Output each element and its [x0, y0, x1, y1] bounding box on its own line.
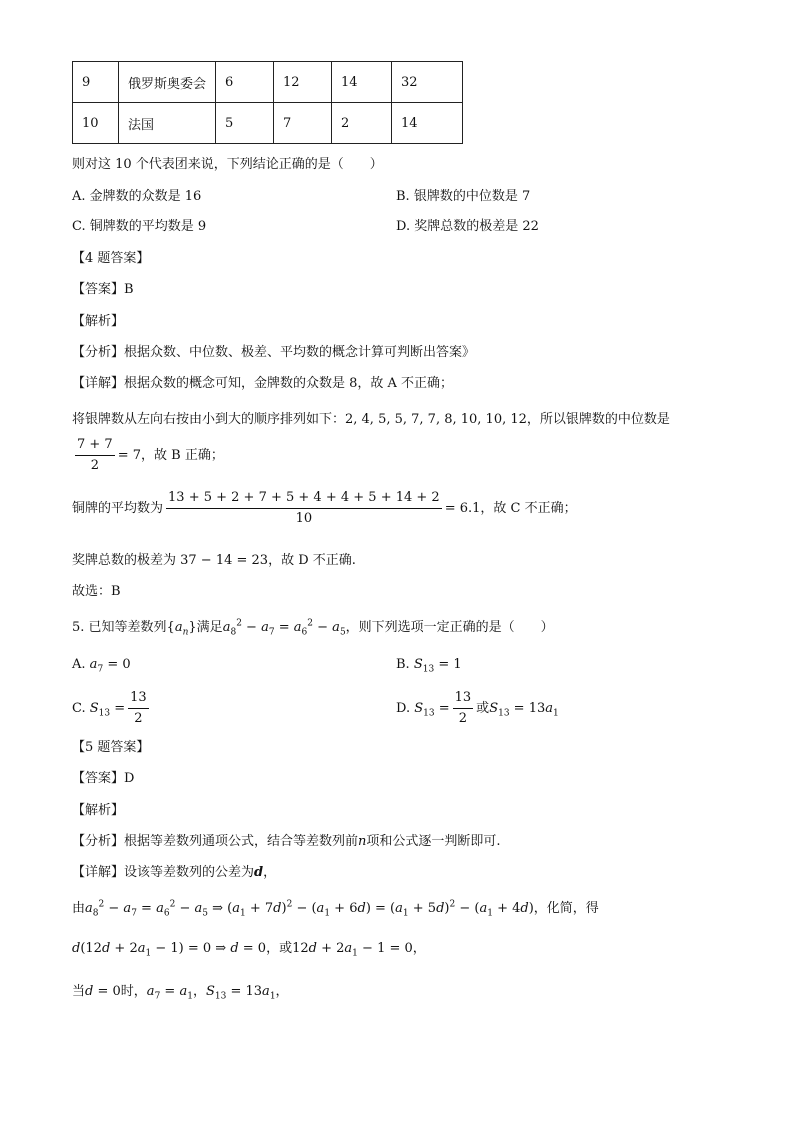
equation: $a_8^2 - a_7 = a_6^2 - a_5$ ⇒ $(a_1 + 7d)^2 - (a_1 + 6d) = (a_1 + 5d)^2 - (a_1 + 4d)$ [85, 899, 534, 919]
equation: $12d + 2a_1 - 1 = 0$ [292, 941, 413, 959]
medal-table [72, 61, 463, 144]
or-text: 或 [476, 701, 490, 716]
q5-detail-3-tail: ，或 [266, 941, 293, 956]
q4-analysis: 【分析】根据众数、中位数、极差、平均数的概念计算可判断出答案》 [72, 345, 476, 360]
table-cell: 2 [332, 103, 392, 144]
q4-answer-heading: 【4 题答案】 [72, 251, 150, 266]
q5-option-b: B. $S_{13} = 1$ [396, 657, 462, 675]
q4-detail-5: 奖牌总数的极差为 37 − 14 = 23，故 D 不正确. [72, 553, 356, 568]
q4-detail-3 [72, 437, 224, 474]
fraction-denominator: 10 [295, 511, 313, 526]
fraction-numerator: 13 [128, 690, 149, 709]
q5-option-d: D. $S_{13}$ = $\frac{13}{2}$ 或$S_{13} = 13a_1$ [396, 690, 559, 726]
equation: $d(12d + 2a_1 - 1) = 0$ ⇒ d = 0 [72, 941, 267, 959]
fraction-numerator: 13 [453, 690, 474, 709]
table-cell: 32 [392, 62, 463, 103]
q5-detail-3: $d(12d + 2a_1 - 1) = 0$ ⇒ d = 0，或$12d + 2a_1 - 1 = 0$， [72, 941, 426, 959]
fraction [75, 437, 115, 474]
fraction-denominator: 2 [90, 458, 99, 473]
table-row [73, 62, 463, 103]
table-cell: 9 [73, 62, 119, 103]
q5-detail-4: 当d = 0时，$a_7 = a_1$，$S_{13} = 13a_1$， [72, 984, 289, 1002]
q4-stem: 则对这 10 个代表团来说，下列结论正确的是（ ） [72, 157, 383, 172]
table-row [73, 103, 463, 144]
option-label: D. [396, 701, 411, 716]
q5-stem-pre: 5. 已知等差数列 [72, 620, 167, 635]
fraction [128, 690, 149, 727]
q4-jiexi: 【解析】 [72, 314, 125, 329]
option-value: = 0 [107, 657, 131, 672]
table-cell: 10 [73, 103, 119, 144]
q4-detail-2: 将银牌数从左向右按由小到大的顺序排列如下：2, 4, 5, 5, 7, 7, 8, 10, 10, 12，所以银牌数的中位数是 [72, 412, 670, 427]
fraction-numerator: 13 + 5 + 2 + 7 + 5 + 4 + 4 + 5 + 14 + 2 [166, 490, 442, 509]
q5-detail-4-pre: 当 [72, 984, 86, 999]
q4-detail-3-tail: = 7，故 B 正确； [117, 448, 224, 463]
condition-expr: $a_8^2 - a_7 = a_6^2 - a_5$ [222, 618, 346, 638]
q5-stem-mid: 满足 [196, 620, 223, 635]
table-cell: 14 [392, 103, 463, 144]
q4-option-d: D. 奖牌总数的极差是 22 [396, 219, 539, 234]
q4-option-c: C. 铜牌数的平均数是 9 [72, 219, 207, 234]
q5-detail-1: 【详解】设该等差数列的公差为d， [72, 865, 277, 880]
q5-detail-1-text: 【详解】设该等差数列的公差为 [72, 865, 255, 880]
option-label: A. [72, 657, 86, 672]
q5-option-a: A. $a_7 = 0$ [72, 657, 131, 675]
q4-detail-4-tail: = 6.1，故 C 不正确； [444, 501, 577, 516]
q4-answer: 【答案】B [72, 282, 134, 297]
q5-jiexi: 【解析】 [72, 803, 125, 818]
q5-detail-2 [72, 897, 599, 919]
sequence-expr: $\{a_n\}$ [166, 620, 197, 638]
q5-answer: 【答案】D [72, 771, 135, 786]
q5-detail-2-pre: 由 [72, 901, 86, 916]
q5-option-c: C. $S_{13}$ = $\frac{13}{2}$ [72, 690, 147, 726]
q5-detail-4-mid: 时， [120, 984, 147, 999]
table-cell: 法国 [119, 103, 216, 144]
table-cell: 12 [274, 62, 332, 103]
fraction-numerator: 7 + 7 [75, 437, 115, 456]
q5-analysis-tail: 项和公式逐一判断即可. [366, 834, 501, 849]
q5-analysis-pre: 【分析】根据等差数列通项公式，结合等差数列前 [72, 834, 359, 849]
fraction-denominator: 2 [134, 711, 143, 726]
fraction [166, 490, 442, 527]
q4-detail-1: 【详解】根据众数的概念可知，金牌数的众数是 8，故 A 不正确； [72, 376, 454, 391]
q4-detail-4-pre: 铜牌的平均数为 [72, 501, 164, 516]
q4-option-a: A. 金牌数的众数是 16 [72, 189, 202, 204]
q5-detail-2-tail: ，化简，得 [533, 901, 599, 916]
table-cell: 14 [332, 62, 392, 103]
table-cell: 5 [216, 103, 274, 144]
q5-analysis: 【分析】根据等差数列通项公式，结合等差数列前n项和公式逐一判断即可. [72, 834, 501, 849]
table-cell: 6 [216, 62, 274, 103]
q5-stem-tail: ，则下列选项一定正确的是（ ） [345, 620, 554, 635]
q4-option-b: B. 银牌数的中位数是 7 [396, 189, 531, 204]
option-label: B. [396, 657, 410, 672]
table-cell: 俄罗斯奥委会 [119, 62, 216, 103]
q5-stem [72, 616, 554, 638]
q4-choose: 故选：B [72, 584, 121, 599]
option-value: = 1 [438, 657, 462, 672]
option-label: C. [72, 701, 86, 716]
fraction-denominator: 2 [458, 711, 468, 726]
q5-answer-heading: 【5 题答案】 [72, 740, 150, 755]
q4-detail-4 [72, 490, 577, 527]
fraction [453, 690, 474, 727]
table-cell: 7 [274, 103, 332, 144]
